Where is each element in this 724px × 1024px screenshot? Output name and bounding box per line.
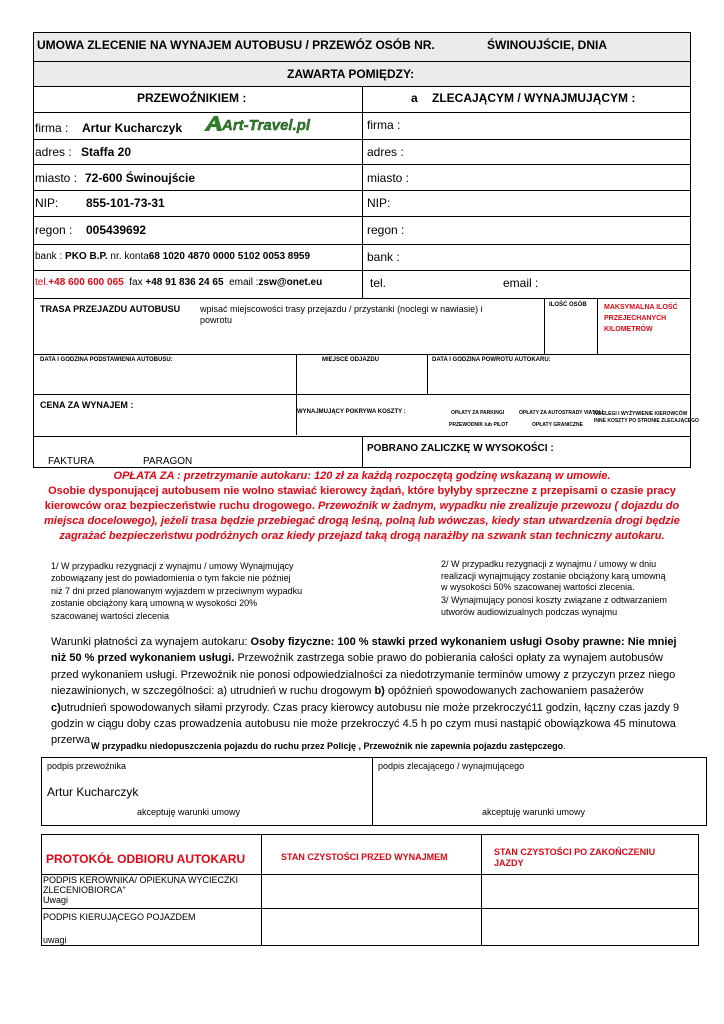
route-hint-1: wpisać miejscowości trasy przejazdu / przystanki (noclegi w nawiasie) i <box>200 304 483 314</box>
pilot-fee: PRZEWODNIK lub PILOT <box>449 422 509 428</box>
clean-before-label: STAN CZYSTOŚCI PRZED WYNAJMEM <box>281 852 448 862</box>
driver-signature-label: PODPIS KIERUJĄCEGO POJAZDEM <box>43 912 196 922</box>
client-nip-label: NIP: <box>367 196 391 210</box>
driver-notes-label: uwagi <box>43 935 67 945</box>
place-date: ŚWINOUJŚCIE, DNIA <box>487 38 608 52</box>
carrier-firma-label: firma : <box>35 121 69 135</box>
art-travel-logo <box>202 113 352 135</box>
carrier-bank: bank : PKO B.P. nr. konta68 1020 4870 0000 5102 0053 8959 <box>35 251 311 262</box>
carrier-regon: 005439692 <box>86 223 147 237</box>
client-accept: akceptuję warunki umowy <box>482 807 586 817</box>
clean-after-label: STAN CZYSTOŚCI PO ZAKOŃCZENIU JAZDY <box>494 847 656 868</box>
departure-place-label: MIEJSCE ODJAZDU <box>322 357 380 363</box>
carrier-signature-name: Artur Kucharczyk <box>47 785 139 799</box>
seats-label: ILOŚĆ OSÓB <box>549 302 587 308</box>
receipt-option[interactable]: PARAGON <box>143 456 193 467</box>
covers-label: WYNAJMUJĄCY POKRYWA KOSZTY : <box>297 409 406 415</box>
return-label: DATA I GODZINA POWROTU AUTOKARU: <box>432 357 551 363</box>
invoice-option[interactable]: FAKTURA <box>48 456 95 467</box>
carrier-heading: PRZEWOŹNIKIEM : <box>137 91 247 105</box>
client-heading-prefix: a <box>411 91 418 105</box>
carrier-accept: akceptuję warunki umowy <box>137 807 241 817</box>
notice: OPŁATA ZA : przetrzymanie autokaru: 120 zł za każdą rozpoczętą godzinę wskazaną w umowie. Osobie dysponującej autobusem nie wolno stawiać kierowcy żądań, które byłyby sprzeczne z przepisami o czasie pracy kierowców oraz bezpieczeństwie ruchu drogowego. Przewoźnik w żadnym, wypadku nie zrealizuje przewozu ( dojazdu do miejsca docelowego), jeżeli trasa będzie przebiegać drogą leśną, polną lub wówczas, kiedy stan utwardzenia drogi będzie zagrażać bezpieczeństwu podróżnych oraz kiedy przejazd taką drogą narażłby na szwank stan techniczny autokaru. <box>44 470 680 542</box>
client-email-label: email : <box>503 276 539 290</box>
between-heading: ZAWARTA POMIĘDZY: <box>287 67 415 81</box>
border-fee: OPŁATY GRANICZNE <box>532 422 583 428</box>
carrier-miasto-label: miasto : <box>35 171 78 185</box>
lodging-fee: NOCLEGI I WYŻYWIENIE KIEROWCÓW INNE KOSZTY PO STRONIE ZLECAJĄCEGO <box>594 411 699 424</box>
client-firma-label: firma : <box>367 118 401 132</box>
client-tel-label: tel. <box>370 276 387 290</box>
term-1: 1/ W przypadku rezygnacji z wynajmu / umowy Wynajmujący zobowiązany jest do powiadomienia o tym fakcie nie później niż 7 dni przed planowanym wyjazdem w przeciwnym wypadku zostanie obciążony karą umowną w wysokości 20% szacowanej wartości zlecenia <box>51 561 303 621</box>
client-heading: ZLECAJĄCYM / WYNAJMUJĄCYM : <box>432 91 636 105</box>
carrier-nip-label: NIP: <box>35 196 59 210</box>
police-clause: W przypadku niedopuszczenia pojazdu do ruchu przez Policję , Przewoźnik nie zapewnia pojazdu zastępczego. <box>91 741 566 751</box>
carrier-adres: Staffa 20 <box>81 145 132 159</box>
carrier-contact: tel.+48 600 600 065 fax +48 91 836 24 65 email :zsw@onet.eu <box>35 277 323 288</box>
parking-fee: OPŁATY ZA PARKINGI <box>451 410 505 416</box>
route-label: TRASA PRZEJAZDU AUTOBUSU <box>40 304 181 314</box>
carrier-signature-label: podpis przewoźnika <box>47 761 127 771</box>
guide-signature-label: PODPIS KEROWNIKA/ OPIEKUNA WYCIECZKI ZLECENIOBIORCA" Uwagi <box>43 875 239 905</box>
term-2: 2/ W przypadku rezygnacji z wynajmu / umowy w dniu realizacji wynajmujący zostanie obciążony karą umowną w wysokości 50% szacowanej wartości zlecenia. <box>441 559 666 592</box>
toll-fee: OPŁATY ZA AUTOSTRADY VIATOLL <box>519 410 605 416</box>
carrier-nip: 855-101-73-31 <box>86 196 165 210</box>
price-label: CENA ZA WYNAJEM : <box>40 400 134 410</box>
deposit-label: POBRANO ZALICZKĘ W WYSOKOŚCI : <box>367 443 554 454</box>
route-hint-2: powrotu <box>200 315 233 325</box>
max-km-label: MAKSYMALNA ILOŚĆ PRZEJECHANYCH KILOMETRÓW <box>604 304 678 333</box>
client-adres-label: adres : <box>367 145 404 159</box>
protocol-title: PROTOKÓŁ ODBIORU AUTOKARU <box>46 852 246 866</box>
term-3: 3/ Wynajmujący ponosi koszty związane z odtwarzaniem utworów audiowizualnych podczas wynajmu <box>441 595 668 617</box>
payment-terms: Warunki płatności za wynajem autokaru: Osoby fizyczne: 100 % stawki przed wykonaniem usługi Osoby prawne: Nie mniej niż 50 % przed wykonaniem usługi. Przewoźnik zastrzega sobie prawo do pobierania całości opłaty za wynajem autobusów przed wykonaniem usługi. Przewoźnik nie ponosi odpowiedzialności za niedotrzymanie terminów umowy z przyczyn przez niego niezawinionych, w szczególności: a) utrudnień w ruchu drogowym b) opóźnień spowodowanych zachowaniem pasażerów c)utrudnień spowodowanych siłami przyrody. Czas pracy kierowcy autobusu nie może przekroczyć11 godzin, łączny czas jazdy 9 godzin w ciągu doby czas prowadzenia autobusu nie może przekroczyć 4.5 h po czym musi nastąpić obowiązkowa 45 minutowa przerwa <box>51 636 680 747</box>
carrier-miasto: 72-600 Świnoujście <box>85 171 196 185</box>
client-bank-label: bank : <box>367 250 400 264</box>
client-regon-label: regon : <box>367 223 405 237</box>
carrier-regon-label: regon : <box>35 223 73 237</box>
contract-title: UMOWA ZLECENIE NA WYNAJEM AUTOBUSU / PRZEWÓZ OSÓB NR. <box>37 38 435 52</box>
start-label: DATA I GODZINA PODSTAWIENIA AUTOBUSU: <box>40 357 173 363</box>
client-miasto-label: miasto : <box>367 171 410 185</box>
carrier-adres-label: adres : <box>35 145 72 159</box>
carrier-firma: Artur Kucharczyk <box>82 121 183 135</box>
logo-text: Art-Travel.pl <box>222 117 311 134</box>
client-signature-label: podpis zlecającego / wynajmującego <box>378 761 525 771</box>
